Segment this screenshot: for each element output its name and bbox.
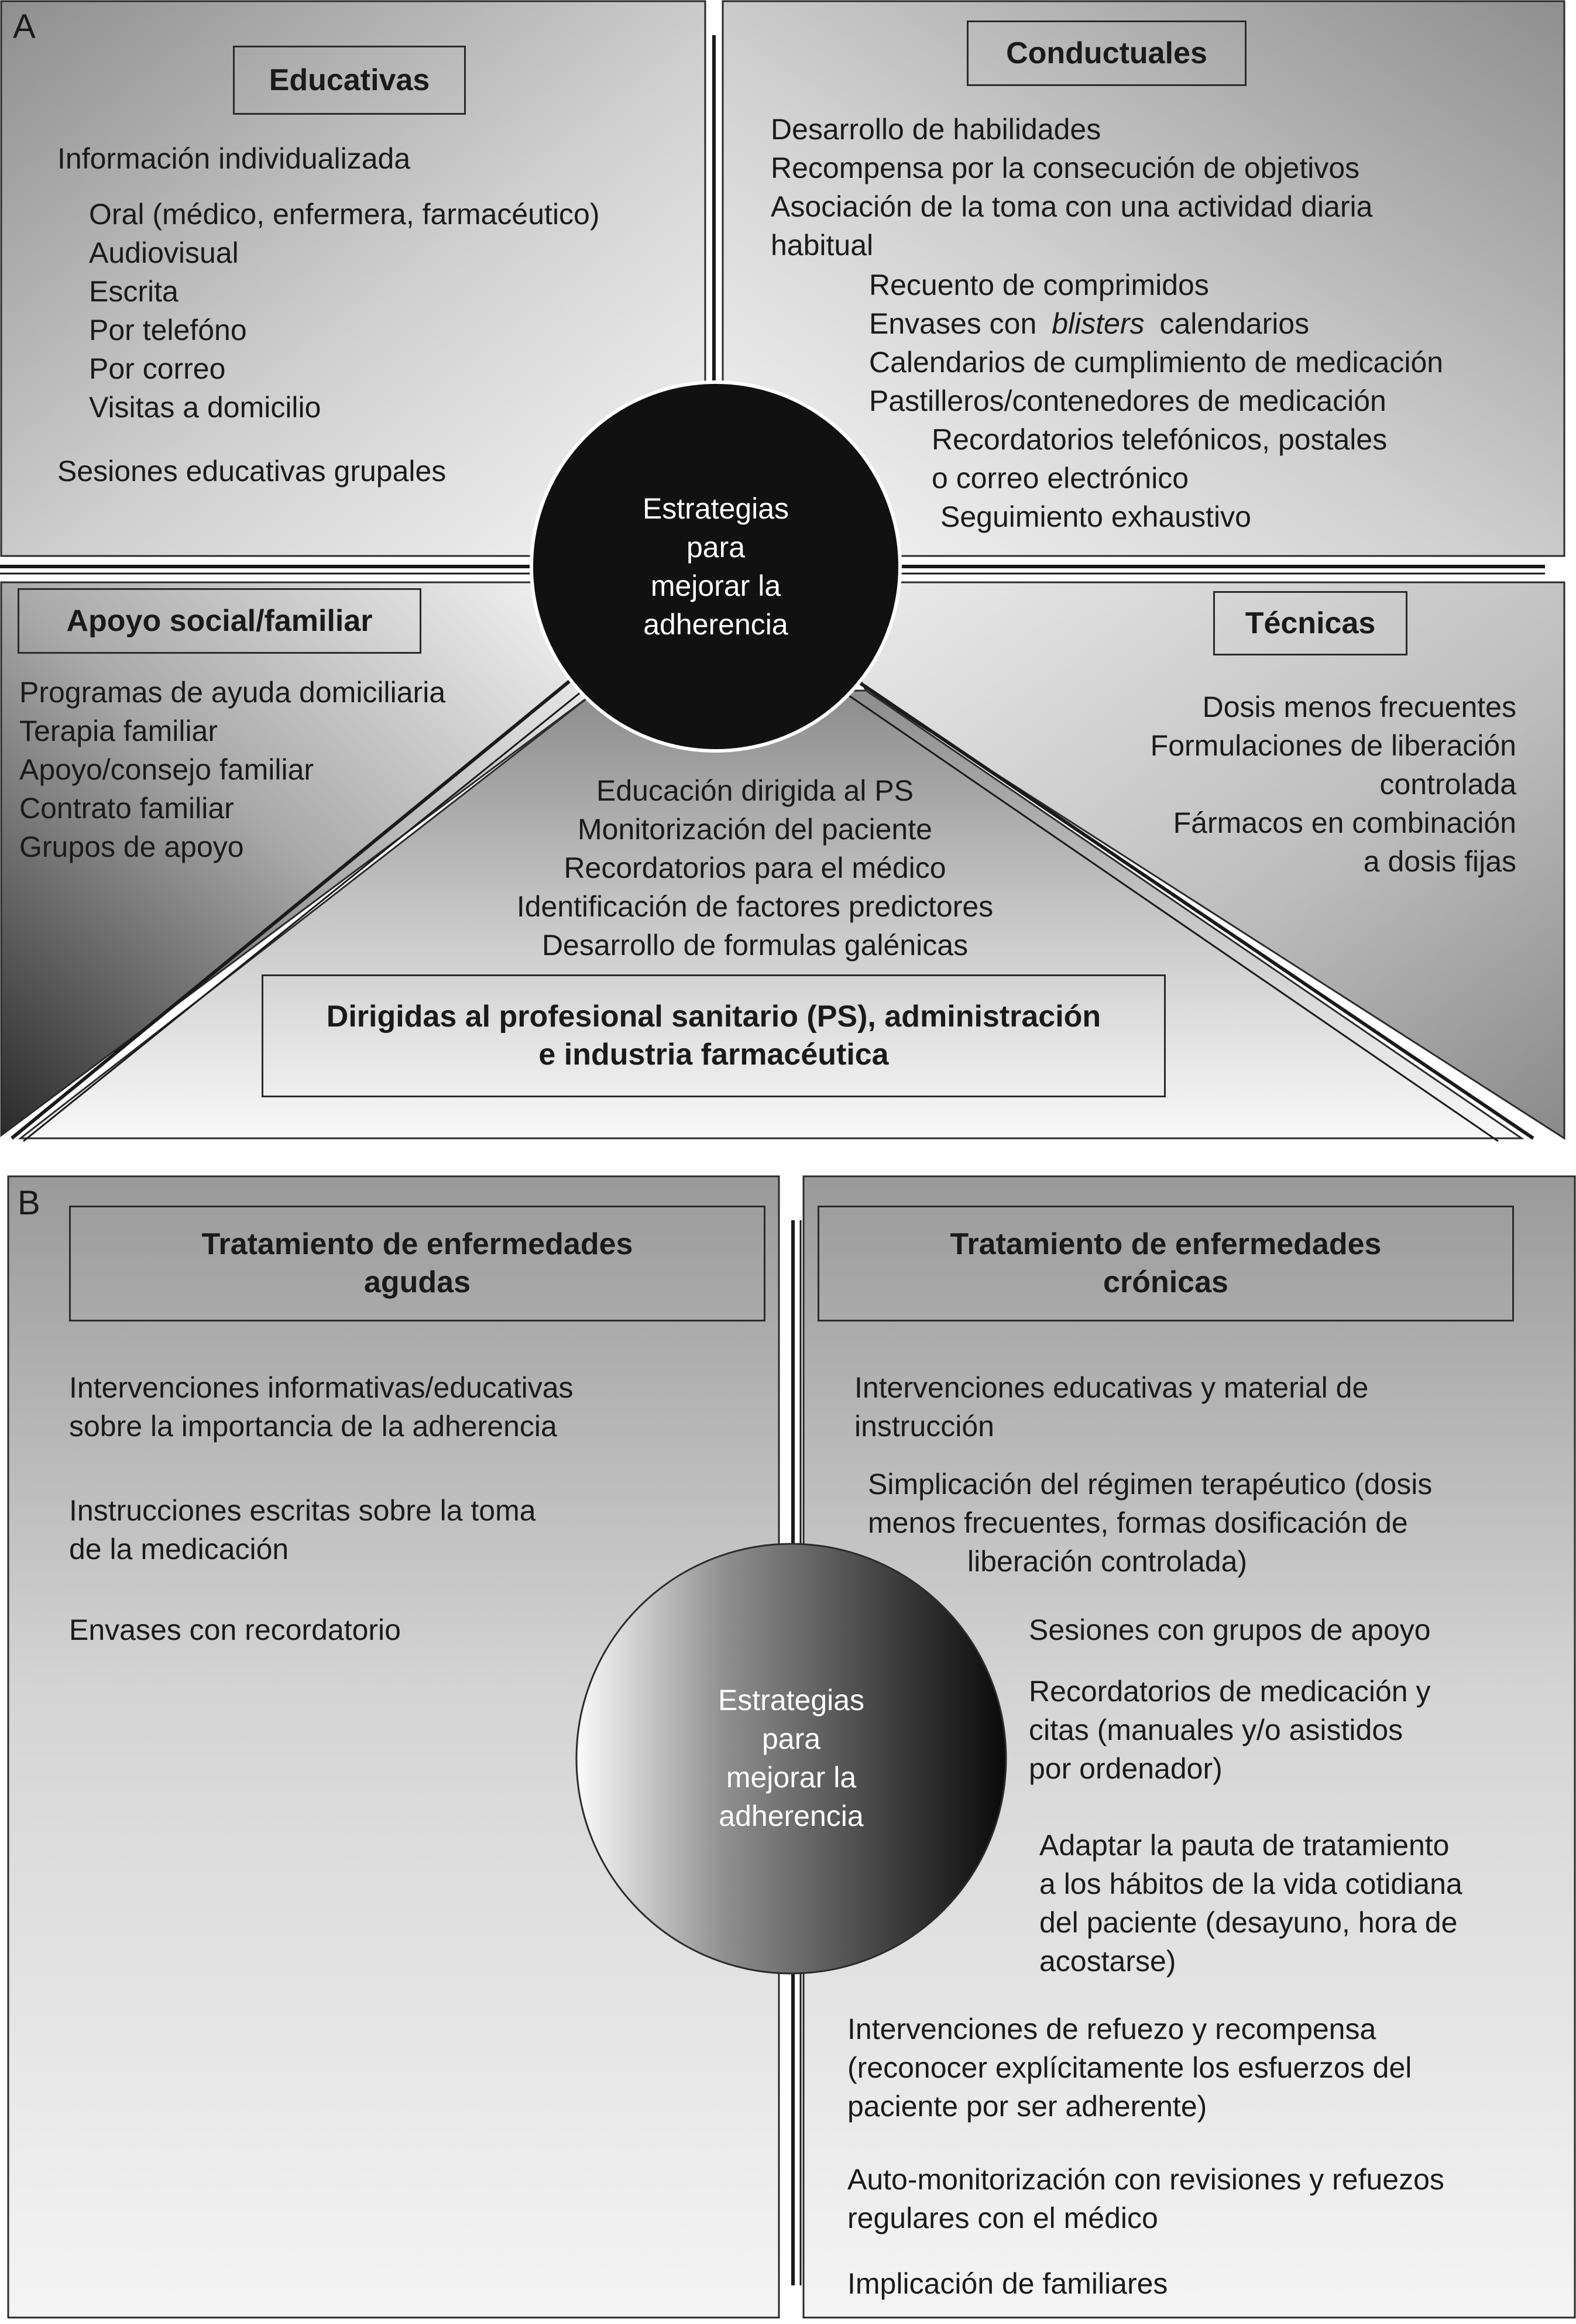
panel-b-center-text — [674, 1681, 908, 1835]
conductuales-item: Recuento de comprimidos — [869, 269, 1209, 301]
conductuales-item: Recordatorios telefónicos, postales — [932, 423, 1388, 456]
cronicas-item: Auto-monitorización con revisiones y refuezos — [847, 2163, 1444, 2196]
center-line: adherencia — [719, 1800, 864, 1832]
conductuales-item: Desarrollo de habilidades — [771, 113, 1101, 146]
conductuales-item: Recompensa por la consecución de objetivos — [771, 152, 1360, 184]
cronicas-item: paciente por ser adherente) — [847, 2090, 1207, 2123]
cronicas-item: menos frecuentes, formas dosificación de — [868, 1506, 1408, 1539]
profesional-item: Desarrollo de formulas galénicas — [541, 929, 969, 962]
center-line: mejorar la — [726, 1761, 857, 1794]
conductuales-item: Seguimiento exhaustivo — [940, 500, 1251, 533]
cronicas-item: (reconocer explícitamente los esfuerzos del — [847, 2051, 1412, 2084]
conductuales-item: Calendarios de cumplimiento de medicación — [869, 346, 1444, 379]
panel-b-label: B — [18, 1184, 40, 1222]
profesional-title — [262, 974, 1166, 1097]
cronicas-item: regulares con el médico — [847, 2202, 1158, 2234]
apoyo-item: Grupos de apoyo — [19, 830, 244, 863]
cronicas-item: Sesiones con grupos de apoyo — [1029, 1614, 1431, 1646]
educativas-item: Información individualizada — [57, 142, 411, 175]
conductuales-item: Asociación de la toma con una actividad diaria — [771, 190, 1373, 223]
panel-a-label: A — [13, 8, 36, 46]
tecnicas-title: Técnicas — [1213, 591, 1407, 655]
cronicas-item: a los hábitos de la vida cotidiana — [1039, 1868, 1462, 1900]
panel-a-center-text — [599, 489, 833, 644]
center-line: Estrategias — [717, 1684, 865, 1717]
conductuales-item: Pastilleros/contenedores de medicación — [869, 385, 1386, 417]
conductuales-item: habitual — [771, 229, 874, 262]
cronicas-item: Recordatorios de medicación y — [1029, 1675, 1431, 1708]
agudas-item: sobre la importancia de la adherencia — [69, 1410, 557, 1443]
agudas-item: Intervenciones informativas/educativas — [69, 1371, 574, 1404]
agudas-item: Instrucciones escritas sobre la toma — [69, 1494, 536, 1527]
calendarios-text: calendarios — [1159, 307, 1310, 340]
tecnicas-item: Formulaciones de liberación — [1150, 729, 1516, 762]
agudas-item: Envases con recordatorio — [69, 1614, 401, 1646]
apoyo-item: Terapia familiar — [19, 715, 218, 747]
profesional-item: Educación dirigida al PS — [596, 774, 914, 807]
apoyo-item: Apoyo/consejo familiar — [19, 753, 314, 786]
center-line: mejorar la — [650, 569, 781, 602]
educativas-item: Visitas a domicilio — [89, 391, 321, 424]
educativas-item: Escrita — [89, 275, 178, 308]
cronicas-title-line: Tratamiento de enfermedades — [950, 1227, 1382, 1261]
center-line: adherencia — [643, 608, 788, 641]
blisters-text: blisters — [1052, 307, 1145, 340]
apoyo-item: Programas de ayuda domiciliaria — [19, 676, 446, 709]
conductuales-item — [869, 304, 1309, 343]
envases-text: Envases con — [869, 307, 1037, 340]
cronicas-item: del paciente (desayuno, hora de — [1039, 1906, 1458, 1939]
profesional-item: Monitorización del paciente — [578, 813, 932, 846]
cronicas-item: Adaptar la pauta de tratamiento — [1039, 1829, 1450, 1862]
agudas-title — [69, 1206, 765, 1321]
educativas-item: Sesiones educativas grupales — [57, 455, 447, 488]
educativas-item: Por correo — [89, 352, 226, 385]
cronicas-title-line: crónicas — [1103, 1265, 1228, 1299]
cronicas-title — [818, 1206, 1514, 1321]
center-line: Estrategias — [642, 492, 789, 525]
tecnicas-item: Fármacos en combinación — [1173, 806, 1516, 839]
cronicas-item: liberación controlada) — [967, 1545, 1248, 1578]
profesional-title-line: e industria farmacéutica — [538, 1038, 889, 1072]
center-line: para — [761, 1722, 821, 1755]
cronicas-item: Intervenciones de refuezo y recompensa — [847, 2013, 1376, 2045]
cronicas-item: Simplicación del régimen terapéutico (dosis — [868, 1468, 1433, 1501]
tecnicas-item: Dosis menos frecuentes — [1202, 691, 1516, 723]
cronicas-item: acostarse) — [1039, 1945, 1176, 1978]
agudas-item: de la medicación — [69, 1533, 289, 1566]
agudas-title-line: Tratamiento de enfermedades — [201, 1227, 633, 1261]
conductuales-title: Conductuales — [967, 20, 1247, 86]
tecnicas-item: a dosis fijas — [1363, 845, 1516, 878]
tecnicas-item: controlada — [1379, 768, 1516, 801]
conductuales-item: o correo electrónico — [932, 462, 1189, 495]
cronicas-item: citas (manuales y/o asistidos — [1029, 1714, 1403, 1746]
agudas-title-line: agudas — [363, 1265, 471, 1299]
apoyo-item: Contrato familiar — [19, 792, 234, 825]
apoyo-title: Apoyo social/familiar — [18, 588, 421, 654]
educativas-item: Oral (médico, enfermera, farmacéutico) — [89, 198, 600, 231]
cronicas-item: por ordenador) — [1029, 1752, 1223, 1785]
cronicas-item: instrucción — [854, 1410, 994, 1443]
educativas-title: Educativas — [233, 46, 466, 115]
cronicas-item: Intervenciones educativas y material de — [854, 1371, 1369, 1404]
profesional-item: Recordatorios para el médico — [564, 852, 946, 884]
profesional-item: Identificación de factores predictores — [516, 890, 994, 923]
profesional-title-line: Dirigidas al profesional sanitario (PS), administración — [326, 1000, 1101, 1034]
educativas-item: Por telefóno — [89, 314, 247, 346]
educativas-item: Audiovisual — [89, 236, 239, 269]
cronicas-item: Implicación de familiares — [847, 2267, 1168, 2300]
center-line: para — [686, 531, 746, 564]
